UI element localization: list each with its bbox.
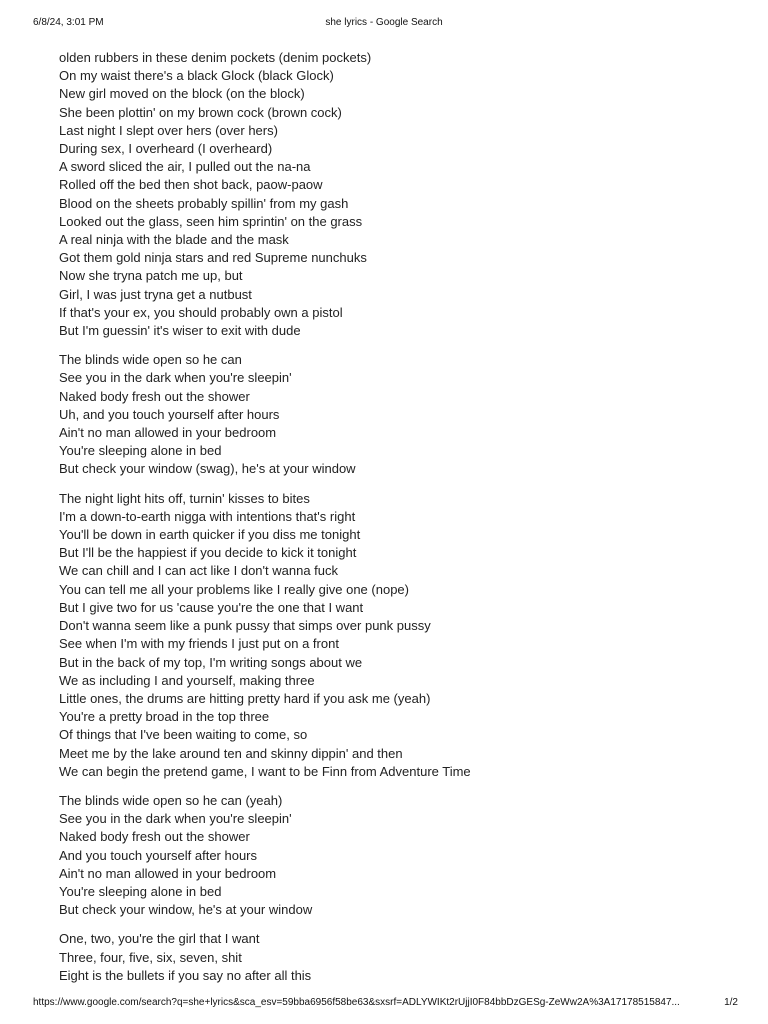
lyric-line: On my waist there's a black Glock (black Glock) — [59, 68, 334, 84]
lyric-line: But in the back of my top, I'm writing songs about we — [59, 654, 363, 670]
lyric-line: You're sleeping alone in bed — [59, 883, 222, 899]
lyric-line: During sex, I overheard (I overheard) — [59, 141, 273, 157]
lyric-line: You're sleeping alone in bed — [59, 443, 222, 459]
lyrics-stanza — [59, 792, 739, 919]
lyric-line: Naked body fresh out the shower — [59, 388, 250, 404]
lyric-line: Uh, and you touch yourself after hours — [59, 406, 280, 422]
lyric-line: The night light hits off, turnin' kisses to bites — [59, 490, 310, 506]
lyrics-stanza — [59, 351, 739, 478]
page-number: 1/2 — [724, 997, 738, 1008]
lyric-line: Don't wanna seem like a punk pussy that simps over punk pussy — [59, 618, 431, 634]
lyric-line: See you in the dark when you're sleepin' — [59, 370, 292, 386]
lyric-line: See you in the dark when you're sleepin' — [59, 811, 292, 827]
lyric-line: Girl, I was just tryna get a nutbust — [59, 286, 252, 302]
lyric-line: But I'll be the happiest if you decide to kick it tonight — [59, 545, 357, 561]
lyric-line: If that's your ex, you should probably own a pistol — [59, 304, 343, 320]
lyric-line: But check your window (swag), he's at your window — [59, 461, 356, 477]
lyric-line: Now she tryna patch me up, but — [59, 268, 243, 284]
lyrics-stanza — [59, 490, 739, 781]
lyric-line: We can begin the pretend game, I want to be Finn from Adventure Time — [59, 763, 471, 779]
lyric-line: She been plottin' on my brown cock (brown cock) — [59, 104, 342, 120]
lyric-line: Little ones, the drums are hitting pretty hard if you ask me (yeah) — [59, 690, 431, 706]
lyric-line: New girl moved on the block (on the block) — [59, 86, 305, 102]
lyric-line: The blinds wide open so he can (yeah) — [59, 792, 283, 808]
lyric-line: Looked out the glass, seen him sprintin' on the grass — [59, 213, 363, 229]
lyric-line: Got them gold ninja stars and red Supreme nunchuks — [59, 250, 367, 266]
lyric-line: olden rubbers in these denim pockets (denim pockets) — [59, 50, 372, 65]
page-url: https://www.google.com/search?q=she+lyrics&sca_esv=59bba6956f58be63&sxsrf=ADLYWIKt2rUjjI0F84bbDzGESg-ZeWw2A%3A17178515847... — [33, 997, 680, 1008]
lyric-line: Blood on the sheets probably spillin' from my gash — [59, 195, 349, 211]
lyric-line: And you touch yourself after hours — [59, 847, 258, 863]
lyric-line: Last night I slept over hers (over hers) — [59, 122, 278, 138]
lyric-line: We as including I and yourself, making three — [59, 672, 315, 688]
lyrics-stanza — [59, 930, 739, 985]
lyric-line: You can tell me all your problems like I really give one (nope) — [59, 581, 409, 597]
lyric-line: A real ninja with the blade and the mask — [59, 232, 289, 248]
lyric-line: But I give two for us 'cause you're the one that I want — [59, 599, 364, 615]
lyric-line: One, two, you're the girl that I want — [59, 931, 260, 947]
print-header — [0, 17, 768, 31]
lyric-line: We can chill and I can act like I don't wanna fuck — [59, 563, 339, 579]
lyric-line: See when I'm with my friends I just put on a front — [59, 636, 339, 652]
page-title: she lyrics - Google Search — [325, 17, 443, 28]
lyric-line: Eight is the bullets if you say no after all this — [59, 967, 312, 983]
lyric-line: The blinds wide open so he can — [59, 352, 242, 368]
lyric-line: A sword sliced the air, I pulled out the na-na — [59, 159, 311, 175]
lyric-line: Meet me by the lake around ten and skinny dippin' and then — [59, 745, 403, 761]
lyric-line: You're a pretty broad in the top three — [59, 709, 270, 725]
lyric-line: Ain't no man allowed in your bedroom — [59, 425, 277, 441]
lyric-line: Naked body fresh out the shower — [59, 829, 250, 845]
lyric-line: Ain't no man allowed in your bedroom — [59, 865, 277, 881]
lyric-line: But check your window, he's at your window — [59, 902, 313, 918]
lyrics-body — [59, 49, 739, 996]
lyric-line: You'll be down in earth quicker if you diss me tonight — [59, 527, 361, 543]
lyric-line: Three, four, five, six, seven, shit — [59, 949, 242, 965]
print-datetime: 6/8/24, 3:01 PM — [33, 17, 104, 28]
lyric-line: Of things that I've been waiting to come, so — [59, 727, 308, 743]
lyric-line: I'm a down-to-earth nigga with intentions that's right — [59, 508, 356, 524]
print-footer — [0, 997, 768, 1011]
lyric-line: But I'm guessin' it's wiser to exit with dude — [59, 323, 301, 339]
lyrics-stanza — [59, 49, 739, 340]
lyric-line: Rolled off the bed then shot back, paow-paow — [59, 177, 323, 193]
